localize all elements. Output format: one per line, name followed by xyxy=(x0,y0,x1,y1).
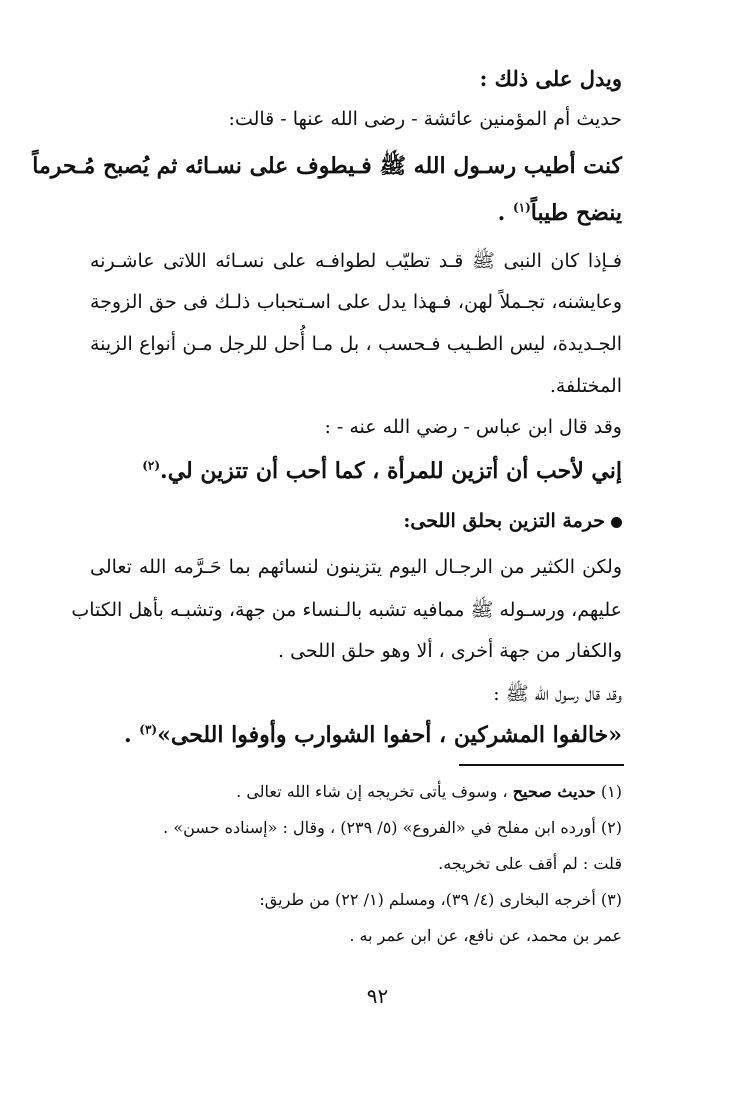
paragraph-line: ولكن الكثير من الرجـال اليوم يتزينون لنسائهم بما حَـرَّمه الله تعالى xyxy=(90,556,622,578)
paragraph-line: المختلفة. xyxy=(549,375,622,397)
footnote-ref-2: (٢) xyxy=(142,458,161,473)
hadith-period: . xyxy=(497,200,513,226)
footnote-1-text: ، وسوف يأتى تخريجه إن شاء الله تعالى . xyxy=(236,782,513,801)
footnote-3-chain: عمر بن محمد، عن نافع، عن ابن عمر به . xyxy=(349,926,622,945)
hadith-beards-text: «خالفوا المشركين ، أحفوا الشوارب وأوفوا اللحى» xyxy=(157,722,622,748)
hadith-beards-period: . xyxy=(123,722,140,748)
line-quote xyxy=(90,458,622,484)
section-heading xyxy=(90,510,622,532)
footnote-1 xyxy=(90,782,622,801)
line-hadith-beards xyxy=(90,722,622,748)
paragraph-line: والكفار من جهة أخرى ، ألا وهو حلق اللحى . xyxy=(277,640,622,662)
footnote-ref-1: (١) xyxy=(512,200,531,215)
line-hadith-source: حديث أم المؤمنين عائشة - رضى الله عنها - قالت: xyxy=(228,108,622,130)
paragraph-line: عليهم، ورسـوله ﷺ ممافيه تشبه بالـنساء من جهة، وتشبـه بأهل الكتاب xyxy=(71,599,622,621)
section-heading-text: حرمة التزين بحلق اللحى: xyxy=(403,510,605,532)
footnote-2: (٢) أورده ابن مفلح في «الفروع» (٥/ ٢٣٩) ، وقال : «إسناده حسن» . xyxy=(163,818,622,837)
footnote-3: (٣) أخرجه البخارى (٤/ ٣٩)، ومسلم (١/ ٢٢) من طريق: xyxy=(259,890,622,909)
book-page xyxy=(32,58,622,1058)
footnote-2-comment: قلت : لم أقف على تخريجه. xyxy=(438,854,622,873)
line-hadith-text: كنت أطيب رسـول الله ﷺ فـيطوف على نسـائه ثم يُصبح مُـحرماً xyxy=(32,153,622,179)
footnote-ref-3: (٣) xyxy=(139,722,158,737)
paragraph-line: الجـديدة، ليس الطـيب فـحسب ، بل مـا أُحل للرجل مـن أنواع الزينة xyxy=(90,333,622,355)
bullet-icon xyxy=(611,517,622,528)
paragraph-line: فـإذا كان النبى ﷺ قـد تطيّب لطوافـه على نسـائه اللاتى عاشـرنه xyxy=(90,250,622,272)
footnote-1-number: (١) xyxy=(600,782,622,801)
line-hadith-text-end xyxy=(90,200,622,226)
line-intro: ويدل على ذلك : xyxy=(479,66,622,91)
quote-text: إني لأحب أن أتزين للمرأة ، كما أحب أن تتزين لي. xyxy=(160,458,622,484)
footnote-1-grade: حديث صحيح xyxy=(512,782,596,801)
paragraph-line: وعايشنه، تجـملاً لهن، فـهذا يدل على اسـتحباب ذلـك فى حق الزوجة xyxy=(90,291,622,313)
line-ibn-abbas: وقد قال ابن عباس - رضي الله عنه - : xyxy=(324,416,622,438)
line-prophet-said: وقد قال رسول الله ﷺ : xyxy=(493,683,622,705)
footnote-divider xyxy=(459,764,624,766)
page-number: ٩٢ xyxy=(366,984,389,1008)
hadith-text-end: ينضح طيباً xyxy=(530,200,622,226)
